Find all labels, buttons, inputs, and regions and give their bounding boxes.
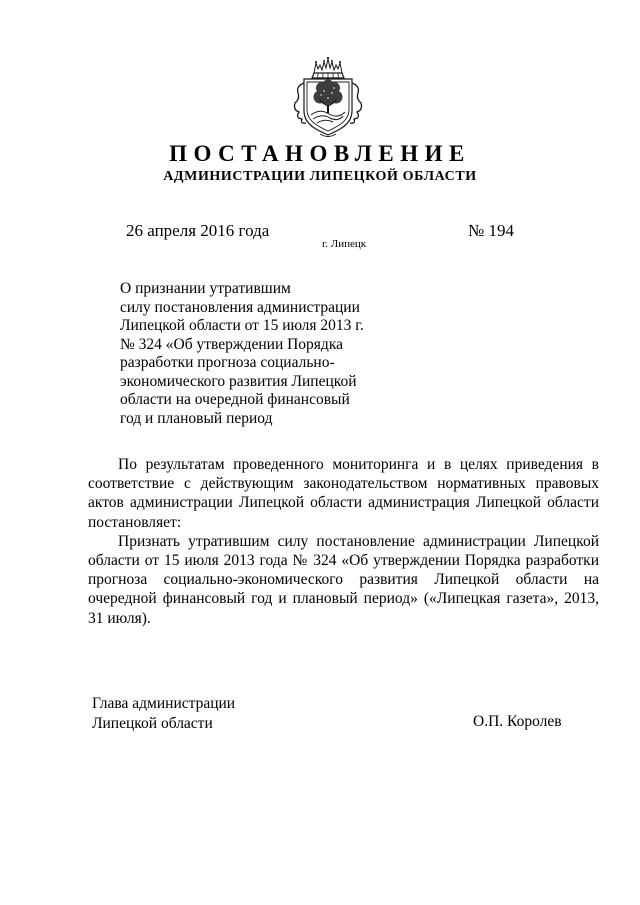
subject-line: № 324 «Об утверждении Порядка <box>120 335 343 353</box>
lipetsk-oblast-coat-of-arms-icon <box>292 53 364 138</box>
document-number: № 194 <box>468 221 514 240</box>
signature-position-line: Глава администрации <box>92 695 236 712</box>
subject-line: области на очередной финансовый <box>120 391 350 408</box>
subject-line: экономического развития Липецкой <box>120 372 357 390</box>
signature-position <box>92 694 235 734</box>
signature-name: О.П. Королев <box>473 713 562 730</box>
subject-block <box>120 280 364 428</box>
body-paragraph-preamble: По результатам проведенного мониторинга и в целях приведения в соответствие с действующим законодательством нормативных правовых актов администрации Липецкой области администрация Липецкой области постановляет: <box>88 456 599 531</box>
issuer-subtitle: АДМИНИСТРАЦИИ ЛИПЕЦКОЙ ОБЛАСТИ <box>163 169 477 184</box>
body-text <box>88 455 599 628</box>
subject-line: силу постановления администрации <box>120 298 360 316</box>
subject-line: разработки прогноза социально- <box>120 354 335 371</box>
document-place: г. Липецк <box>322 238 367 250</box>
subject-line: год и плановый период <box>120 409 273 427</box>
subject-line: О признании утратившим <box>120 280 291 297</box>
document-date: 26 апреля 2016 года <box>126 221 270 240</box>
body-paragraph-resolution: Признать утратившим силу постановление администрации Липецкой области от 15 июля 2013 года № 324 «Об утверждении Порядка разработки прогноза социально-экономического развития Липецкой области на очередной финансовый год и плановый период» («Липецкая газета», 2013, 31 июля). <box>88 532 599 627</box>
document-type-title: ПОСТАНОВЛЕНИЕ <box>169 141 471 166</box>
subject-line: Липецкой области от 15 июля 2013 г. <box>120 317 364 334</box>
signature-position-line: Липецкой области <box>92 715 213 732</box>
